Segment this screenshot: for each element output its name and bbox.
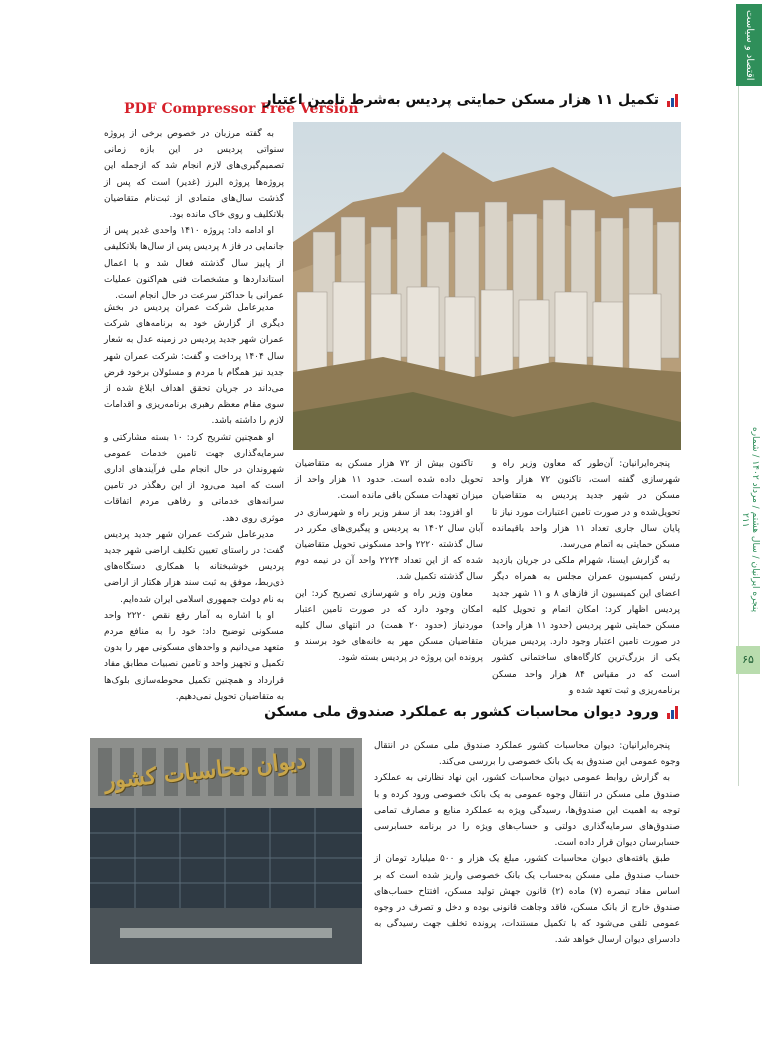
paragraph: مدیرعامل شرکت عمران پردیس در بخش دیگری از گزارش خود به برنامه‌های شرکت عمران شهر جدید پردیس در زمینه عدل به شعار سال ۱۴۰۴ پرداخت و گفت: شرکت عمران شهر جدید نیز همگام با مردم و مسئولان برخود فرض می‌داند در جریان تحقق اهداف ابلاغ شده از سوی مقام معظم رهبری برنامه‌ریزی و اقدامات لازم را داشته باشد.	[104, 303, 285, 427]
paragraph: مدیرعامل شرکت عمران شهر جدید پردیس گفت: در راستای تعیین تکلیف اراضی شهر جدید پردیس خوشبختانه با همکاری دستگاه‌های ذی‌ربط، موفق به ثبت سند هزار هکتار از اراضی به نام دولت جمهوری اسلامی ایران شده‌ایم.	[104, 529, 284, 605]
bar-chart-icon	[665, 94, 678, 107]
audit-court-building-photo	[90, 738, 362, 964]
article-1-title-text: تکمیل ۱۱ هزار مسکن حمایتی پردیس به‌شرط تامین اعتبار	[263, 92, 659, 108]
housing-towers-illustration	[293, 122, 681, 450]
article-2-title-text: ورود دیوان محاسبات کشور به عملکرد صندوق ملی مسکن	[264, 704, 659, 720]
paragraph: پنجره‌ایرانیان: دیوان محاسبات کشور عملکرد صندوق ملی مسکن در انتقال وجوه عمومی این صندوق به یک بانک خصوصی را بررسی می‌کند.	[374, 741, 680, 768]
paragraph: به گزارش ایسنا، شهرام ملکی در جریان بازدید رئیس کمیسیون عمران مجلس به همراه دیگر اعضای این کمیسیون از فازهای ۸ و ۱۱ شهر جدید پردیس اظهار کرد: امکان اتمام و تحویل کلیه مسکن حمایتی شهر پردیس (حدود ۱۱ هزار واحد) در صورت تامین اعتبار وجود دارد. پردیس میزبان یکی از بزرگ‌ترین کارگاه‌های ساختمانی کشور است که در مقیاس ۸۴ هزار واحد مسکن برنامه‌ریزی و ثبت تعهد شده و	[492, 556, 680, 696]
paragraph: به گفته مرزبان در خصوص برخی از پروژه سنواتی پردیس در این بازه زمانی تصمیم‌گیری‌های لازم انجام شد که ازجمله این پروژه‌ها پروژه البرز (غدیر) است که پس از گذشت سال‌های متمادی از ثبت‌نام متقاضیان بلاتکلیف و روی خاک مانده بود.	[104, 129, 284, 221]
paragraph: او با اشاره به آمار رفع نقص ۲۲۲۰ واحد مسکونی توضیح داد: خود را به منافع مردم متعهد می‌دانیم و واحدهای مسکونی مهر را بدون تکمیل و تجهیز واحد و تامین نصبیات مطابق مفاد قرارداد و همچنین تکمیل محوطه‌سازی بلوک‌ها به متقاضیان تحویل نمی‌دهیم.	[104, 610, 284, 702]
section-tab: اقتصاد و سیاست	[736, 4, 762, 86]
paragraph: او ادامه داد: پروژه ۱۴۱۰ واحدی غدیر پس از جانمایی در فاز ۸ پردیس پس از سال‌ها بلاتکلیفی از پاییز سال گذشته فعال شد و با اعمال استانداردها و مشخصات فنی هم‌اکنون عملیات عمرانی با حداکثر سرعت در حال انجام است.	[104, 226, 285, 302]
watermark-text: PDF Compressor Free Version	[124, 101, 359, 117]
issue-info: پنجره ایرانیان / سال هشتم / مرداد ۱۴۰۲ / شماره ۲۱۱	[740, 427, 760, 613]
article-1-column-middle	[295, 456, 483, 667]
paragraph: معاون وزیر راه و شهرسازی تصریح کرد: این امکان وجود دارد که در صورت تامین اعتبار موردنیاز (حدود ۲۰ همت) در انتهای سال کلیه متقاضیان مسکن مهر به خانه‌های خود برسند و پرونده این پروژه در پردیس بسته شود.	[295, 588, 483, 664]
building-sign: دیوان محاسبات کشور	[103, 747, 307, 795]
paragraph: او همچنین تشریح کرد: ۱۰ بسته مشارکتی و سرمایه‌گذاری جهت تامین خدمات عمومی شهروندان در حال انجام ملی فرآیندهای اداری است که امید می‌رود از این رهگذر در تامین سرانه‌های خدماتی و رفاهی مردم اتفاقات موثری روی دهد.	[104, 432, 284, 524]
article-2-title	[264, 704, 678, 720]
paragraph: او افزود: بعد از سفر وزیر راه و شهرسازی در آبان سال ۱۴۰۲ به پردیس و پیگیری‌های مکرر در سال گذشته ۲۲۲۰ واحد مسکونی تحویل متقاضیان شده که از این تعداد ۲۲۲۴ واحد آن در نیمه دوم سال گذشته تکمیل شد.	[295, 507, 483, 583]
article-1-column-left-bottom	[104, 300, 284, 705]
paragraph: به گزارش روابط عمومی دیوان محاسبات کشور، این نهاد نظارتی به عملکرد صندوق ملی مسکن در انتقال وجوه عمومی به یک بانک خصوصی ورود کرده و با توجه به اهمیت این صندوق‌ها، رسیدگی ویژه به عملکرد منابع و مصارف تمامی صندوق‌های سرمایه‌گذاری دولتی و حساب‌های ویژه را در برنامه حسابرسی حسابرسان دیوان قرار داده است.	[374, 773, 680, 849]
housing-towers-photo	[293, 122, 681, 450]
article-2-body	[374, 738, 680, 949]
page-number: ۶۵	[736, 646, 760, 674]
paragraph: پنجره‌ایرانیان: آن‌طور که معاون وزیر راه و شهرسازی گفته است، تاکنون ۷۲ هزار واحد مسکن در شهر جدید پردیس به متقاضیان تحویل‌شده و در صورت تامین اعتبارات مورد نیاز تا پایان سال جاری تعداد ۱۱ هزار واحد باقیمانده مسکن حمایتی به اتمام می‌رسد.	[492, 459, 680, 551]
bar-chart-icon	[665, 706, 678, 719]
article-1-title	[264, 92, 678, 108]
article-1-column-right	[492, 456, 680, 699]
paragraph: طبق یافته‌های دیوان محاسبات کشور، مبلغ یک هزار و ۵۰۰ میلیارد تومان از حساب صندوق ملی مسکن به‌حساب یک بانک خصوصی واریز شده است که بر اساس مفاد تبصره (۷) ماده (۲) قانون جهش تولید مسکن، افتتاح حساب‌های صندوق خارج از بانک مسکن، فاقد وجاهت قانونی بوده و دخل و تصرف در وجوه عمومی تلقی می‌شود که با تکمیل مستندات، پرونده تخلف جهت رسیدگی به دادسرای دیوان ارسال خواهد شد.	[374, 854, 681, 946]
article-1-column-left-top	[104, 126, 284, 304]
paragraph: تاکنون بیش از ۷۲ هزار مسکن به متقاضیان تحویل داده شده است. حدود ۱۱ هزار واحد از میزان تعهدات مسکن باقی مانده است.	[295, 459, 484, 502]
edge-divider	[738, 86, 739, 786]
